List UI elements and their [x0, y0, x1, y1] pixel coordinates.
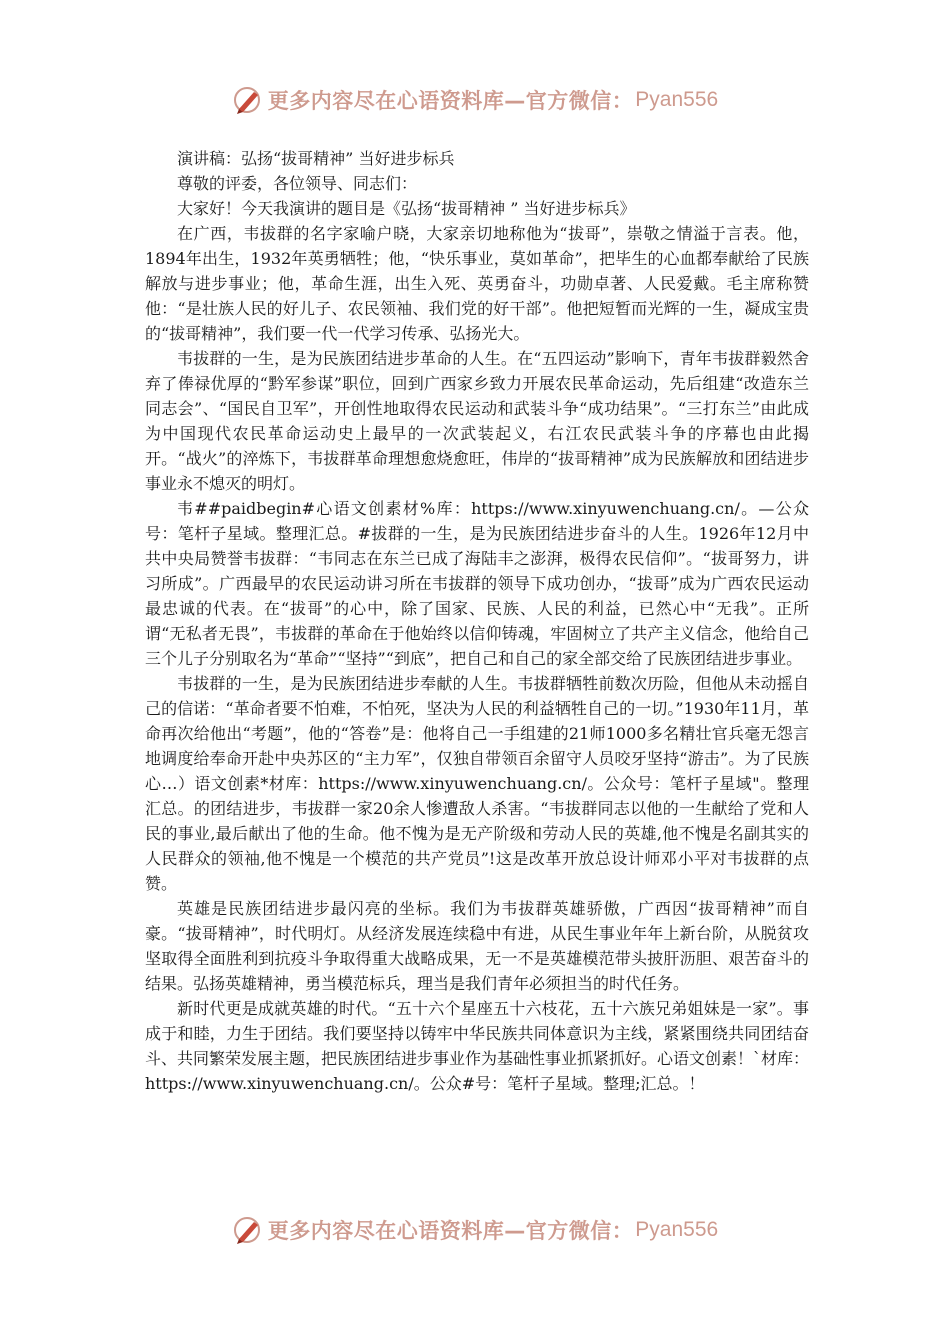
paragraph: 韦拔群的一生，是为民族团结进步奉献的人生。韦拔群牺牲前数次历险，但他从未动摇自己的信诺：“革命者要不怕难，不怕死，坚决为人民的利益牺牲自己的一切。”1930年11月，革命再次给他出“考题”，他的“答卷”是：他将自己一手组建的21师1000多名精壮官兵毫无怨言地调度给奉命开赴中央苏区的“主力军”，仅独自带领百余留守人员咬牙坚持“游击”。为了民族心…）语文创素*材库：https://www.xinyuwenchuang.cn/。公众号：笔杆子星域"。整理汇总。的团结进步，韦拔群一家20余人惨遭敌人杀害。“韦拔群同志以他的一生献给了党和人民的事业,最后献出了他的生命。他不愧为是无产阶级和劳动人民的英雄,他不愧是名副其实的人民群众的领袖,他不愧是一个模范的共产党员”!这是改革开放总设计师邓小平对韦拔群的点赞。: [145, 674, 809, 893]
pen-logo-icon: [232, 1214, 264, 1246]
intro-line: 大家好！今天我演讲的题目是《弘扬“拔哥精神 ” 当好进步标兵》: [177, 199, 636, 218]
paragraph: 韦##paidbegin#心语文创素材%库：https://www.xinyuwenchuang.cn/。—公众号：笔杆子星域。整理汇总。#拔群的一生，是为民族团结进步奋斗的人生。1926年12月中共中央局赞誉韦拔群：“韦同志在东兰已成了海陆丰之澎湃，极得农民信仰”。“拔哥努力，讲习所成”。广西最早的农民运动讲习所在韦拔群的领导下成功创办，“拔哥”成为广西农民运动最忠诚的代表。在“拔哥”的心中，除了国家、民族、人民的利益，已然心中“无我”。正所谓“无私者无畏”，韦拔群的革命在于他始终以信仰铸魂，牢固树立了共产主义信念，他给自己三个儿子分别取名为“革命”“坚持”“到底”，把自己和自己的家全部交给了民族团结进步事业。: [145, 499, 809, 668]
document-title: 演讲稿：弘扬“拔哥精神” 当好进步标兵: [177, 149, 455, 168]
banner-wechat-id: Pyan556: [635, 1218, 719, 1241]
document-body: [145, 146, 809, 1096]
paragraph: 英雄是民族团结进步最闪亮的坐标。我们为韦拔群英雄骄傲，广西因“拔哥精神”而自豪。“拔哥精神”，时代明灯。从经济发展连续稳中有进，从民生事业年年上新台阶，从脱贫攻坚取得全面胜利到抗疫斗争取得重大战略成果，无一不是英雄模范带头披肝沥胆、艰苦奋斗的结果。弘扬英雄精神，勇当模范标兵，理当是我们青年必须担当的时代任务。: [145, 899, 809, 993]
pen-logo-icon: [232, 84, 264, 116]
header-banner: [0, 78, 950, 122]
banner-wechat-id: Pyan556: [635, 88, 719, 111]
salutation: 尊敬的评委，各位领导、同志们：: [177, 174, 418, 193]
paragraph: 在广西，韦拔群的名字家喻户晓，大家亲切地称他为“拔哥”，崇敬之情溢于言表。他，1894年出生，1932年英勇牺牲；他，“快乐事业，莫如革命”，把毕生的心血都奉献给了民族解放与进步事业；他，革命生涯，出生入死、英勇奋斗，功勋卓著、人民爱戴。毛主席称赞他：“是壮族人民的好儿子、农民领袖、我们党的好干部”。他把短暂而光辉的一生，凝成宝贵的“拔哥精神”，我们要一代一代学习传承、弘扬光大。: [145, 224, 809, 343]
paragraph: 韦拔群的一生，是为民族团结进步革命的人生。在“五四运动”影响下，青年韦拔群毅然舍弃了俸禄优厚的“黔军参谋”职位，回到广西家乡致力开展农民革命运动，先后组建“改造东兰同志会”、“国民自卫军”，开创性地取得农民运动和武装斗争“成功结果”。“三打东兰”由此成为中国现代农民革命运动史上最早的一次武装起义，右江农民武装斗争的序幕也由此揭开。“战火”的淬炼下，韦拔群革命理想愈烧愈旺，伟岸的“拔哥精神”成为民族解放和团结进步事业永不熄灭的明灯。: [145, 349, 809, 493]
banner-text: 更多内容尽在心语资料库—官方微信：: [267, 89, 634, 113]
paragraph: 新时代更是成就英雄的时代。“五十六个星座五十六枝花，五十六族兄弟姐妹是一家”。事成于和睦，力生于团结。我们要坚持以铸牢中华民族共同体意识为主线，紧紧围绕共同团结奋斗、共同繁荣发展主题，把民族团结进步事业作为基础性事业抓紧抓好。心语文创素！`材库：https://www.xinyuwenchuang.cn/。公众#号：笔杆子星域。整理;汇总。！: [145, 999, 810, 1093]
footer-banner: [0, 1208, 950, 1252]
banner-text: 更多内容尽在心语资料库—官方微信：: [267, 1219, 634, 1243]
